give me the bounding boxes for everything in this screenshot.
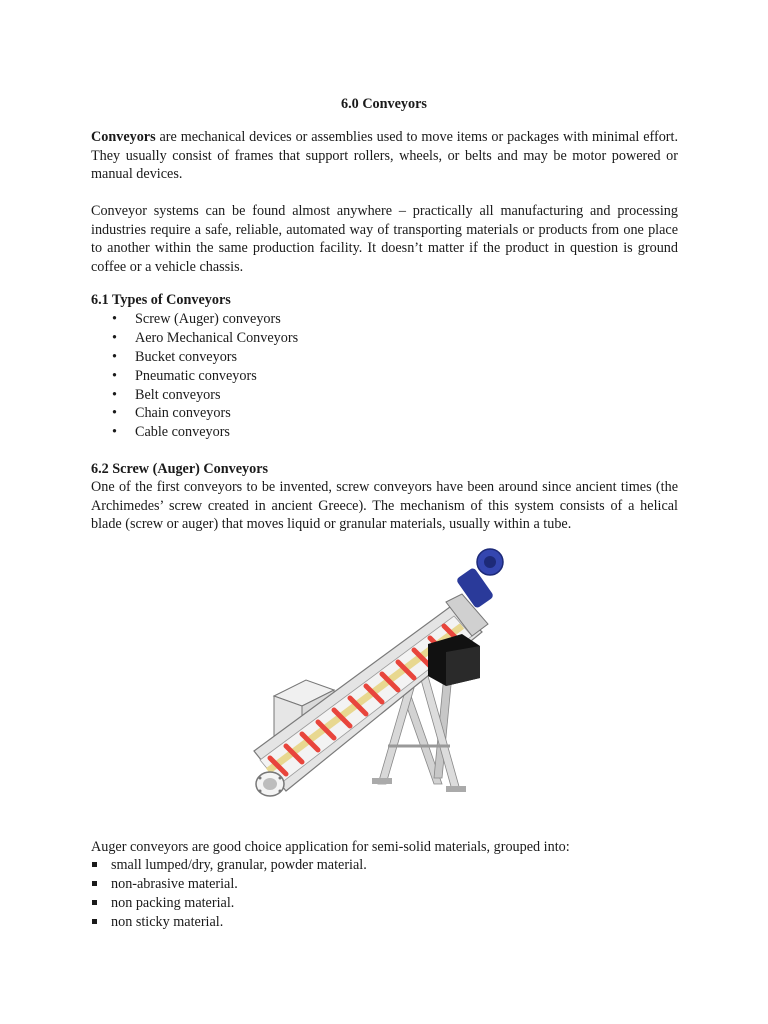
list-item: • Pneumatic conveyors	[112, 367, 298, 386]
conveyor-types-list	[112, 310, 298, 442]
section-heading-screw: 6.2 Screw (Auger) Conveyors	[91, 461, 269, 477]
auger-paragraph: Auger conveyors are good choice application for semi-solid materials, grouped into:	[91, 839, 570, 855]
list-item: non-abrasive material.	[91, 875, 367, 894]
systems-paragraph: Conveyor systems can be found almost anywhere – practically all manufacturing and processing industries require a safe, reliable, automated way of transporting materials or products from one place to another within the same production facility. It doesn’t matter if the product in question is ground coffee or a vehicle chassis.	[91, 203, 678, 275]
list-item: non sticky material.	[91, 913, 367, 932]
page-title: 6.0 Conveyors	[341, 96, 427, 112]
list-item: non packing material.	[91, 894, 367, 913]
list-item: • Belt conveyors	[112, 386, 298, 405]
screw-conveyor-illustration	[246, 546, 526, 824]
list-item: • Screw (Auger) conveyors	[112, 310, 298, 329]
intro-paragraph	[91, 128, 678, 184]
intro-term: Conveyors	[91, 129, 156, 145]
list-item: • Cable conveyors	[112, 423, 298, 442]
screw-paragraph: One of the first conveyors to be invented, screw conveyors have been around since ancient times (the Archimedes’ screw created in ancient Greece). The mechanism of this system consists of a helical blade (screw or auger) that moves liquid or granular materials, usually within a tube.	[91, 479, 678, 533]
list-item: • Chain conveyors	[112, 404, 298, 423]
auger-materials-list	[91, 856, 367, 932]
intro-text: are mechanical devices or assemblies used to move items or packages with minimal effort. They usually consist of frames that support rollers, wheels, or belts and may be motor powered or manual devices.	[91, 129, 678, 183]
list-item: small lumped/dry, granular, powder material.	[91, 856, 367, 875]
list-item: • Bucket conveyors	[112, 348, 298, 367]
section-heading-types: 6.1 Types of Conveyors	[91, 292, 231, 308]
list-item: • Aero Mechanical Conveyors	[112, 329, 298, 348]
